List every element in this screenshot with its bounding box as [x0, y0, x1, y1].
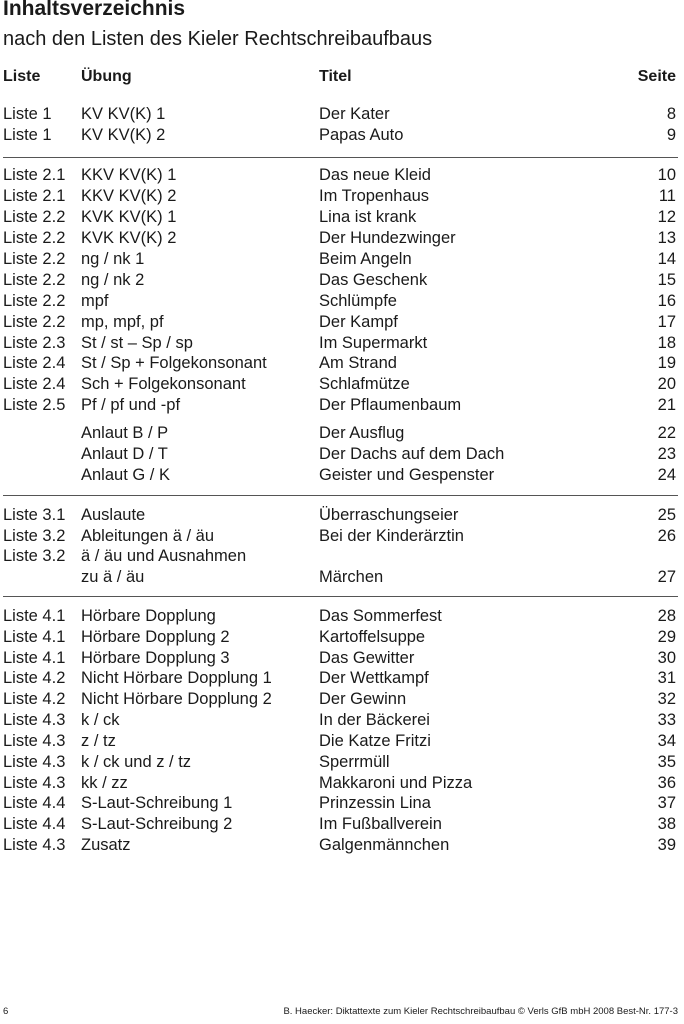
- footer-page-number: 6: [3, 1006, 9, 1017]
- row-uebung: St / Sp + Folgekonsonant: [81, 354, 267, 372]
- row-seite: 35: [657, 753, 676, 771]
- row-uebung: Anlaut G / K: [81, 466, 170, 484]
- row-uebung: S-Laut-Schreibung 1: [81, 794, 233, 812]
- row-liste: Liste 4.4: [3, 794, 66, 812]
- row-liste: Liste 4.3: [3, 774, 66, 792]
- row-seite: 16: [657, 292, 676, 310]
- row-titel: Der Pflaumenbaum: [319, 396, 462, 414]
- row-titel: Der Kampf: [319, 313, 398, 331]
- row-seite: 24: [657, 466, 676, 484]
- row-uebung: mp, mpf, pf: [81, 313, 164, 331]
- row-liste: Liste 4.1: [3, 649, 66, 667]
- row-seite: 34: [657, 732, 676, 750]
- table-row: [0, 526, 684, 547]
- row-liste: Liste 2.2: [3, 271, 66, 289]
- row-liste: Liste 2.2: [3, 313, 66, 331]
- table-row: [0, 249, 684, 270]
- row-uebung: Hörbare Dopplung 3: [81, 649, 230, 667]
- row-liste: Liste 2.1: [3, 166, 66, 184]
- row-uebung: Hörbare Dopplung 2: [81, 628, 230, 646]
- row-liste: Liste 3.2: [3, 527, 66, 545]
- row-seite: 29: [657, 628, 676, 646]
- table-row: [0, 125, 684, 146]
- row-uebung: Auslaute: [81, 506, 146, 524]
- row-uebung: KV KV(K) 2: [81, 126, 166, 144]
- row-titel: Der Ausflug: [319, 424, 405, 442]
- table-row: [0, 333, 684, 354]
- table-row: [0, 165, 684, 186]
- row-uebung: Anlaut B / P: [81, 424, 169, 442]
- column-header-seite: Seite: [637, 68, 676, 85]
- table-row: [0, 228, 684, 249]
- row-uebung: KV KV(K) 1: [81, 105, 166, 123]
- row-uebung: k / ck: [81, 711, 120, 729]
- page-subtitle: nach den Listen des Kieler Rechtschreibaufbaus: [3, 28, 433, 50]
- table-row: [0, 668, 684, 689]
- row-liste: Liste 4.4: [3, 815, 66, 833]
- row-uebung: Hörbare Dopplung: [81, 607, 216, 625]
- table-row: [0, 312, 684, 333]
- row-uebung: Nicht Hörbare Dopplung 1: [81, 669, 272, 687]
- row-seite: 32: [657, 690, 676, 708]
- row-seite: 22: [657, 424, 676, 442]
- row-seite: 28: [657, 607, 676, 625]
- table-row: [0, 793, 684, 814]
- table-row: [0, 752, 684, 773]
- row-seite: 25: [657, 506, 676, 524]
- row-titel: Am Strand: [319, 354, 397, 372]
- row-uebung: Ableitungen ä / äu: [81, 527, 215, 545]
- row-liste: Liste 2.2: [3, 208, 66, 226]
- row-liste: Liste 3.1: [3, 506, 66, 524]
- row-seite: 10: [657, 166, 676, 184]
- row-titel: Geister und Gespenster: [319, 466, 495, 484]
- row-liste: Liste 2.4: [3, 354, 66, 372]
- row-seite: 19: [657, 354, 676, 372]
- row-uebung: kk / zz: [81, 774, 128, 792]
- row-seite: 33: [657, 711, 676, 729]
- row-titel: Der Kater: [319, 105, 390, 123]
- row-uebung: KVK KV(K) 2: [81, 229, 177, 247]
- row-seite: 14: [657, 250, 676, 268]
- row-seite: 30: [657, 649, 676, 667]
- row-titel: Der Dachs auf dem Dach: [319, 445, 505, 463]
- table-row: [0, 710, 684, 731]
- table-row: [0, 291, 684, 312]
- section-divider: [3, 157, 678, 158]
- row-uebung: KKV KV(K) 2: [81, 187, 177, 205]
- row-liste: Liste 4.1: [3, 607, 66, 625]
- row-liste: Liste 4.3: [3, 753, 66, 771]
- row-titel: Das Sommerfest: [319, 607, 442, 625]
- row-seite: 20: [657, 375, 676, 393]
- row-titel: Das Gewitter: [319, 649, 415, 667]
- column-header-liste: Liste: [3, 68, 41, 85]
- row-titel: Überraschungseier: [319, 506, 459, 524]
- table-row: [0, 395, 684, 416]
- table-row: [0, 731, 684, 752]
- row-titel: Papas Auto: [319, 126, 404, 144]
- row-titel: Der Wettkampf: [319, 669, 429, 687]
- row-seite: 26: [657, 527, 676, 545]
- table-row: [0, 814, 684, 835]
- table-row: [0, 546, 684, 567]
- row-liste: Liste 4.1: [3, 628, 66, 646]
- row-uebung: ä / äu und Ausnahmen: [81, 547, 247, 565]
- row-seite: 37: [657, 794, 676, 812]
- row-titel: Sperrmüll: [319, 753, 390, 771]
- column-header-uebung: Übung: [81, 68, 132, 85]
- row-seite: 39: [657, 836, 676, 854]
- row-uebung: Anlaut D / T: [81, 445, 168, 463]
- row-seite: 36: [657, 774, 676, 792]
- row-titel: Kartoffelsuppe: [319, 628, 426, 646]
- row-titel: Die Katze Fritzi: [319, 732, 431, 750]
- row-seite: 27: [657, 568, 676, 586]
- table-row: [0, 505, 684, 526]
- row-titel: Lina ist krank: [319, 208, 417, 226]
- row-titel: Schlafmütze: [319, 375, 410, 393]
- table-row: [0, 423, 684, 444]
- row-uebung: ng / nk 1: [81, 250, 145, 268]
- row-seite: 15: [657, 271, 676, 289]
- row-liste: Liste 2.2: [3, 292, 66, 310]
- table-row: [0, 374, 684, 395]
- row-titel: Bei der Kinderärztin: [319, 527, 464, 545]
- footer-credit: B. Haecker: Diktattexte zum Kieler Rechtschreibaufbau © Verls GfB mbH 2008 Best-Nr. 177-3: [283, 1006, 678, 1017]
- row-uebung: zu ä / äu: [81, 568, 145, 586]
- row-liste: Liste 4.2: [3, 669, 66, 687]
- row-seite: 18: [657, 334, 676, 352]
- row-uebung: Sch + Folgekonsonant: [81, 375, 246, 393]
- row-titel: Im Supermarkt: [319, 334, 428, 352]
- row-seite: 17: [657, 313, 676, 331]
- row-liste: Liste 2.1: [3, 187, 66, 205]
- row-titel: Der Hundezwinger: [319, 229, 456, 247]
- row-uebung: mpf: [81, 292, 109, 310]
- row-seite: 21: [657, 396, 676, 414]
- section-divider: [3, 495, 678, 496]
- row-uebung: z / tz: [81, 732, 116, 750]
- table-row: [0, 606, 684, 627]
- table-row: [0, 444, 684, 465]
- row-seite: 31: [657, 669, 676, 687]
- table-row: [0, 353, 684, 374]
- row-liste: Liste 3.2: [3, 547, 66, 565]
- table-row: [0, 567, 684, 588]
- row-uebung: ng / nk 2: [81, 271, 145, 289]
- row-titel: Im Fußballverein: [319, 815, 442, 833]
- row-liste: Liste 1: [3, 126, 52, 144]
- table-row: [0, 689, 684, 710]
- row-liste: Liste 2.2: [3, 250, 66, 268]
- row-uebung: Pf / pf und -pf: [81, 396, 181, 414]
- row-titel: Prinzessin Lina: [319, 794, 431, 812]
- row-liste: Liste 4.3: [3, 732, 66, 750]
- table-row: [0, 773, 684, 794]
- row-liste: Liste 4.2: [3, 690, 66, 708]
- row-uebung: S-Laut-Schreibung 2: [81, 815, 233, 833]
- row-seite: 8: [666, 105, 676, 123]
- row-liste: Liste 4.3: [3, 711, 66, 729]
- row-seite: 11: [658, 187, 676, 205]
- row-titel: Makkaroni und Pizza: [319, 774, 473, 792]
- table-row: [0, 207, 684, 228]
- row-seite: 23: [657, 445, 676, 463]
- table-row: [0, 835, 684, 856]
- table-row: [0, 270, 684, 291]
- row-liste: Liste 2.3: [3, 334, 66, 352]
- table-row: [0, 627, 684, 648]
- column-header-titel: Titel: [319, 68, 352, 85]
- row-uebung: KVK KV(K) 1: [81, 208, 177, 226]
- table-row: [0, 465, 684, 486]
- row-uebung: KKV KV(K) 1: [81, 166, 177, 184]
- row-titel: Galgenmännchen: [319, 836, 450, 854]
- row-seite: 12: [657, 208, 676, 226]
- row-liste: Liste 4.3: [3, 836, 66, 854]
- row-uebung: k / ck und z / tz: [81, 753, 192, 771]
- row-titel: In der Bäckerei: [319, 711, 430, 729]
- row-uebung: Nicht Hörbare Dopplung 2: [81, 690, 272, 708]
- table-row: [0, 186, 684, 207]
- page-title: Inhaltsverzeichnis: [3, 0, 186, 20]
- section-divider: [3, 596, 678, 597]
- table-row: [0, 648, 684, 669]
- row-titel: Im Tropenhaus: [319, 187, 430, 205]
- row-uebung: St / st – Sp / sp: [81, 334, 193, 352]
- row-titel: Das neue Kleid: [319, 166, 431, 184]
- row-seite: 9: [666, 126, 676, 144]
- row-titel: Märchen: [319, 568, 384, 586]
- row-titel: Schlümpfe: [319, 292, 397, 310]
- table-row: [0, 104, 684, 125]
- row-uebung: Zusatz: [81, 836, 131, 854]
- row-liste: Liste 2.4: [3, 375, 66, 393]
- row-titel: Das Geschenk: [319, 271, 428, 289]
- row-liste: Liste 2.2: [3, 229, 66, 247]
- row-liste: Liste 2.5: [3, 396, 66, 414]
- row-titel: Beim Angeln: [319, 250, 412, 268]
- row-seite: 13: [657, 229, 676, 247]
- row-liste: Liste 1: [3, 105, 52, 123]
- row-seite: 38: [657, 815, 676, 833]
- row-titel: Der Gewinn: [319, 690, 407, 708]
